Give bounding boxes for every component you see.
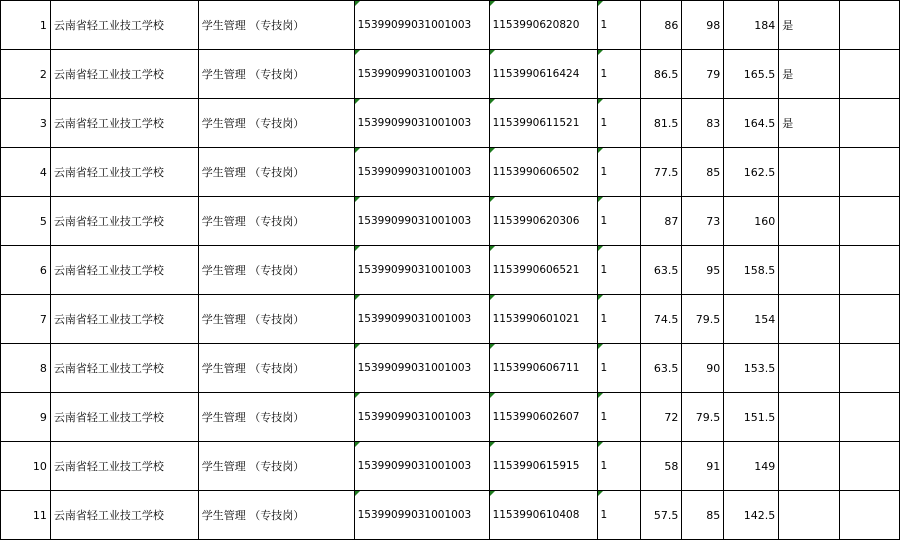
ticket-number-cell[interactable]: 1153990620820 (489, 1, 597, 50)
position-cell[interactable]: 学生管理 （专技岗） (198, 246, 354, 295)
table-row (1, 344, 900, 393)
selected-flag-cell[interactable] (779, 295, 840, 344)
selected-flag-cell[interactable]: 是 (779, 50, 840, 99)
quota-cell[interactable]: 1 (597, 246, 641, 295)
position-code-cell[interactable]: 15399099031001003 (354, 148, 489, 197)
ticket-number-cell[interactable]: 1153990602607 (489, 393, 597, 442)
position-code-cell[interactable]: 15399099031001003 (354, 344, 489, 393)
interview-score-cell[interactable]: 91 (682, 442, 724, 491)
selected-flag-cell[interactable] (779, 197, 840, 246)
interview-score-cell[interactable]: 79.5 (682, 295, 724, 344)
school-name-cell[interactable]: 云南省轻工业技工学校 (50, 197, 198, 246)
written-score-cell[interactable]: 87 (641, 197, 682, 246)
interview-score-cell[interactable]: 85 (682, 491, 724, 540)
position-code-cell[interactable]: 15399099031001003 (354, 246, 489, 295)
quota-cell[interactable]: 1 (597, 197, 641, 246)
row-number-cell[interactable]: 6 (1, 246, 51, 295)
row-number-cell[interactable]: 4 (1, 148, 51, 197)
written-score-cell[interactable]: 74.5 (641, 295, 682, 344)
position-code-cell[interactable]: 15399099031001003 (354, 393, 489, 442)
school-name-cell[interactable]: 云南省轻工业技工学校 (50, 1, 198, 50)
total-score-cell[interactable]: 165.5 (724, 50, 779, 99)
table-row (1, 99, 900, 148)
empty-cell[interactable] (840, 442, 900, 491)
written-score-cell[interactable]: 72 (641, 393, 682, 442)
selected-flag-cell[interactable] (779, 491, 840, 540)
table-row (1, 295, 900, 344)
total-score-cell[interactable]: 164.5 (724, 99, 779, 148)
interview-score-cell[interactable]: 73 (682, 197, 724, 246)
position-cell[interactable]: 学生管理 （专技岗） (198, 148, 354, 197)
table-body (1, 1, 900, 540)
position-cell[interactable]: 学生管理 （专技岗） (198, 197, 354, 246)
school-name-cell[interactable]: 云南省轻工业技工学校 (50, 99, 198, 148)
empty-cell[interactable] (840, 148, 900, 197)
table-row (1, 1, 900, 50)
written-score-cell[interactable]: 81.5 (641, 99, 682, 148)
position-code-cell[interactable]: 15399099031001003 (354, 442, 489, 491)
table-row (1, 442, 900, 491)
position-code-cell[interactable]: 15399099031001003 (354, 197, 489, 246)
table-row (1, 50, 900, 99)
table-row (1, 491, 900, 540)
written-score-cell[interactable]: 86.5 (641, 50, 682, 99)
table-row (1, 393, 900, 442)
quota-cell[interactable]: 1 (597, 344, 641, 393)
total-score-cell[interactable]: 142.5 (724, 491, 779, 540)
table-row (1, 148, 900, 197)
position-code-cell[interactable]: 15399099031001003 (354, 491, 489, 540)
total-score-cell[interactable]: 162.5 (724, 148, 779, 197)
empty-cell[interactable] (840, 295, 900, 344)
position-code-cell[interactable]: 15399099031001003 (354, 1, 489, 50)
written-score-cell[interactable]: 77.5 (641, 148, 682, 197)
total-score-cell[interactable]: 160 (724, 197, 779, 246)
empty-cell[interactable] (840, 491, 900, 540)
ticket-number-cell[interactable]: 1153990606502 (489, 148, 597, 197)
empty-cell[interactable] (840, 246, 900, 295)
row-number-cell[interactable]: 7 (1, 295, 51, 344)
empty-cell[interactable] (840, 99, 900, 148)
school-name-cell[interactable]: 云南省轻工业技工学校 (50, 491, 198, 540)
selected-flag-cell[interactable] (779, 344, 840, 393)
position-cell[interactable]: 学生管理 （专技岗） (198, 442, 354, 491)
position-cell[interactable]: 学生管理 （专技岗） (198, 491, 354, 540)
written-score-cell[interactable]: 58 (641, 442, 682, 491)
written-score-cell[interactable]: 86 (641, 1, 682, 50)
empty-cell[interactable] (840, 344, 900, 393)
row-number-cell[interactable]: 5 (1, 197, 51, 246)
interview-score-cell[interactable]: 98 (682, 1, 724, 50)
position-code-cell[interactable]: 15399099031001003 (354, 295, 489, 344)
ticket-number-cell[interactable]: 1153990606521 (489, 246, 597, 295)
position-cell[interactable]: 学生管理 （专技岗） (198, 393, 354, 442)
empty-cell[interactable] (840, 1, 900, 50)
interview-score-cell[interactable]: 79.5 (682, 393, 724, 442)
selected-flag-cell[interactable]: 是 (779, 99, 840, 148)
row-number-cell[interactable]: 10 (1, 442, 51, 491)
quota-cell[interactable]: 1 (597, 148, 641, 197)
total-score-cell[interactable]: 158.5 (724, 246, 779, 295)
total-score-cell[interactable]: 184 (724, 1, 779, 50)
total-score-cell[interactable]: 151.5 (724, 393, 779, 442)
empty-cell[interactable] (840, 393, 900, 442)
selected-flag-cell[interactable] (779, 442, 840, 491)
position-code-cell[interactable]: 15399099031001003 (354, 50, 489, 99)
selected-flag-cell[interactable] (779, 393, 840, 442)
position-cell[interactable]: 学生管理 （专技岗） (198, 295, 354, 344)
position-code-cell[interactable]: 15399099031001003 (354, 99, 489, 148)
quota-cell[interactable]: 1 (597, 50, 641, 99)
row-number-cell[interactable]: 9 (1, 393, 51, 442)
ticket-number-cell[interactable]: 1153990601021 (489, 295, 597, 344)
interview-score-cell[interactable]: 83 (682, 99, 724, 148)
ticket-number-cell[interactable]: 1153990620306 (489, 197, 597, 246)
row-number-cell[interactable]: 8 (1, 344, 51, 393)
position-cell[interactable]: 学生管理 （专技岗） (198, 99, 354, 148)
ticket-number-cell[interactable]: 1153990611521 (489, 99, 597, 148)
empty-cell[interactable] (840, 197, 900, 246)
quota-cell[interactable]: 1 (597, 1, 641, 50)
position-cell[interactable]: 学生管理 （专技岗） (198, 50, 354, 99)
school-name-cell[interactable]: 云南省轻工业技工学校 (50, 344, 198, 393)
quota-cell[interactable]: 1 (597, 295, 641, 344)
school-name-cell[interactable]: 云南省轻工业技工学校 (50, 442, 198, 491)
total-score-cell[interactable]: 153.5 (724, 344, 779, 393)
quota-cell[interactable]: 1 (597, 442, 641, 491)
total-score-cell[interactable]: 149 (724, 442, 779, 491)
written-score-cell[interactable]: 63.5 (641, 246, 682, 295)
position-cell[interactable]: 学生管理 （专技岗） (198, 1, 354, 50)
written-score-cell[interactable]: 63.5 (641, 344, 682, 393)
written-score-cell[interactable]: 57.5 (641, 491, 682, 540)
ticket-number-cell[interactable]: 1153990606711 (489, 344, 597, 393)
row-number-cell[interactable]: 1 (1, 1, 51, 50)
quota-cell[interactable]: 1 (597, 393, 641, 442)
school-name-cell[interactable]: 云南省轻工业技工学校 (50, 295, 198, 344)
total-score-cell[interactable]: 154 (724, 295, 779, 344)
interview-score-cell[interactable]: 90 (682, 344, 724, 393)
ticket-number-cell[interactable]: 1153990610408 (489, 491, 597, 540)
school-name-cell[interactable]: 云南省轻工业技工学校 (50, 148, 198, 197)
school-name-cell[interactable]: 云南省轻工业技工学校 (50, 246, 198, 295)
row-number-cell[interactable]: 11 (1, 491, 51, 540)
position-cell[interactable]: 学生管理 （专技岗） (198, 344, 354, 393)
row-number-cell[interactable]: 2 (1, 50, 51, 99)
table-row (1, 197, 900, 246)
selected-flag-cell[interactable] (779, 148, 840, 197)
school-name-cell[interactable]: 云南省轻工业技工学校 (50, 50, 198, 99)
school-name-cell[interactable]: 云南省轻工业技工学校 (50, 393, 198, 442)
empty-cell[interactable] (840, 50, 900, 99)
selected-flag-cell[interactable] (779, 246, 840, 295)
ticket-number-cell[interactable]: 1153990615915 (489, 442, 597, 491)
interview-score-cell[interactable]: 85 (682, 148, 724, 197)
selected-flag-cell[interactable]: 是 (779, 1, 840, 50)
row-number-cell[interactable]: 3 (1, 99, 51, 148)
quota-cell[interactable]: 1 (597, 491, 641, 540)
interview-score-cell[interactable]: 95 (682, 246, 724, 295)
quota-cell[interactable]: 1 (597, 99, 641, 148)
ticket-number-cell[interactable]: 1153990616424 (489, 50, 597, 99)
interview-score-cell[interactable]: 79 (682, 50, 724, 99)
table-row (1, 246, 900, 295)
